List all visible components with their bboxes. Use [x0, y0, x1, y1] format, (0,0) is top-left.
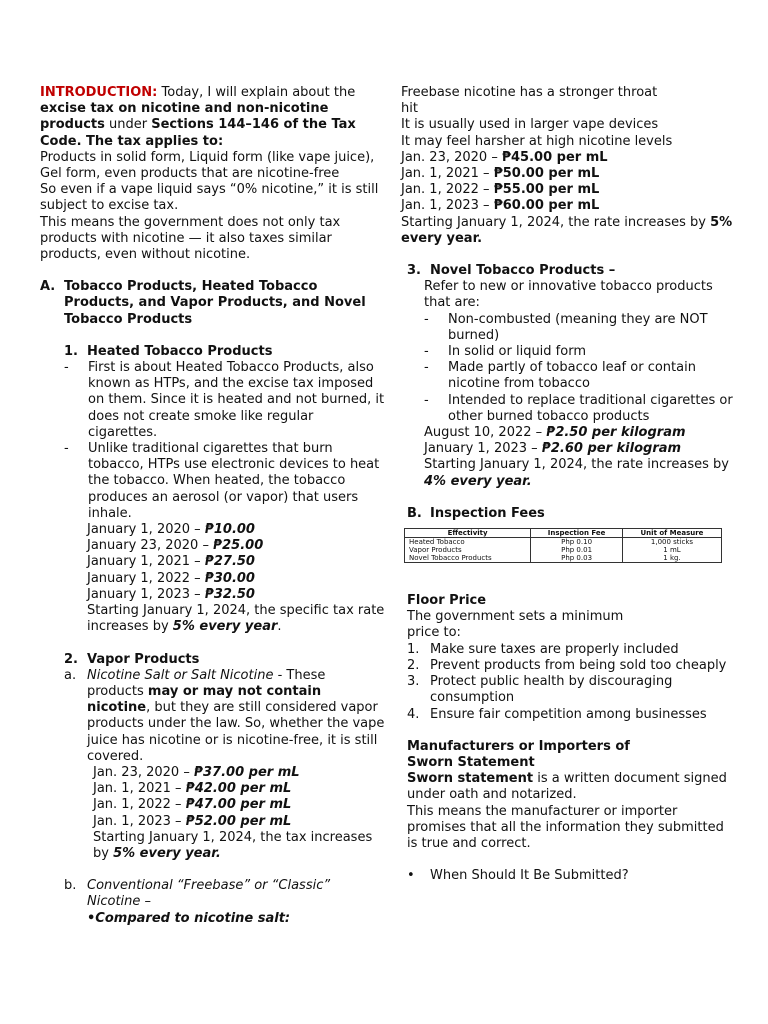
freebase-line: It is usually used in larger vape devices	[401, 117, 659, 133]
section-letter: B.	[407, 505, 422, 521]
floor-price-intro: The government sets a minimum price to:	[407, 609, 624, 641]
heading-title: Novel Tobacco Products –	[430, 263, 616, 279]
rate-line: January 1, 2021 – ₱27.50	[87, 554, 255, 570]
vapor-heading	[40, 652, 385, 668]
rate-line: August 10, 2022 – ₱2.50 per kilogram	[424, 425, 686, 441]
bullet-item: - In solid or liquid form	[424, 344, 586, 360]
rate-line: January 1, 2023 – ₱32.50	[87, 586, 255, 602]
novel-intro: Refer to new or innovative tobacco products that are:	[424, 279, 713, 311]
bullet-item: - Made partly of tobacco leaf or contain nicotine from tobacco	[424, 360, 696, 392]
rate-line: Jan. 23, 2020 – ₱37.00 per mL	[93, 764, 300, 780]
rate-line: Jan. 1, 2021 – ₱50.00 per mL	[401, 166, 600, 182]
intro-line: Products in solid form, Liquid form (like vape juice), Gel form, even products that are nicotine-free	[40, 149, 375, 182]
rate-line: Jan. 1, 2022 – ₱55.00 per mL	[401, 182, 600, 198]
bullet-item: - Unlike traditional cigarettes that burn tobacco, HTPs use electronic devices to heat the tobacco. When heated, the tobacco produces an aerosol (or vapor) that users inhale.	[64, 441, 380, 521]
table-cell: Heated Tobacco	[405, 538, 531, 547]
heated-heading	[40, 344, 385, 360]
list-item: 2. Prevent products from being sold too cheaply	[407, 657, 727, 673]
table-header: Unit of Measure	[622, 529, 721, 538]
rate-line: January 1, 2022 – ₱30.00	[87, 570, 255, 586]
floor-price-section	[401, 593, 736, 884]
table-cell: Php 0.03	[531, 554, 623, 563]
table-row	[405, 554, 722, 563]
table-cell: Php 0.10	[531, 538, 623, 547]
bullet-item: - Non-combusted (meaning they are NOT burned)	[424, 311, 708, 343]
list-item: 3. Protect public health by discouraging consumption	[407, 674, 673, 706]
rate-line: January 1, 2023 – ₱2.60 per kilogram	[424, 441, 682, 457]
section-a-heading	[40, 279, 385, 328]
table-cell: 1 kg.	[622, 554, 721, 563]
table-header: Effectivity	[405, 529, 531, 538]
table-cell: Novel Tobacco Products	[405, 554, 531, 563]
section-b-heading	[401, 506, 736, 522]
rate-line: Jan. 1, 2023 – ₱60.00 per mL	[401, 198, 600, 214]
intro-text: under	[104, 117, 152, 133]
intro-paragraph	[40, 85, 385, 150]
list-item: 4. Ensure fair competition among businesses	[407, 706, 707, 722]
table-cell: Php 0.01	[531, 546, 623, 554]
section-letter: A.	[40, 279, 56, 295]
rate-note: Starting January 1, 2024, the rate increases by 4% every year.	[424, 457, 729, 489]
sworn-text: This means the manufacturer or importer promises that all the information they submitted is true and correct.	[407, 803, 724, 851]
vapor-rates	[40, 765, 385, 862]
intro-label: INTRODUCTION:	[40, 85, 158, 100]
heading-number: 2.	[64, 651, 78, 667]
floor-price-title: Floor Price	[407, 593, 487, 609]
table-header-row	[405, 529, 722, 538]
section-title: Tobacco Products, Heated Tobacco Products, and Vapor Products, and Novel Tobacco Products	[64, 279, 366, 327]
freebase-line: Freebase nicotine has a stronger throat hit	[401, 85, 658, 117]
table-cell: Vapor Products	[405, 546, 531, 554]
sworn-title: Manufacturers or Importers of Sworn Statement	[407, 738, 630, 770]
table-cell: 1,000 sticks	[622, 538, 721, 547]
right-column	[401, 85, 736, 884]
intro-bold-sections: Sections 144–146 of the Tax Code. The tax applies to:	[40, 117, 356, 149]
bullet-item: - Intended to replace traditional cigarettes or other burned tobacco products	[424, 392, 733, 424]
sworn-definition: Sworn statement is a written document signed under oath and notarized.	[407, 771, 727, 803]
rate-note: Starting January 1, 2024, the specific tax rate increases by 5% every year.	[87, 603, 385, 635]
table-row	[405, 546, 722, 554]
rate-line: January 23, 2020 – ₱25.00	[87, 538, 264, 554]
left-column	[40, 85, 385, 927]
vapor-item-a: a. Nicotine Salt or Salt Nicotine - These products may or may not contain nicotine, but they are still considered vapor products under the law. So, whether the vape juice has nicotine or is nicotine-free, it is still covered.	[64, 667, 385, 764]
intro-bold-topic: excise tax on nicotine and non-nicotine products	[40, 101, 329, 133]
heading-number: 1.	[64, 343, 78, 359]
intro-line: This means the government does not only tax products with nicotine — it also taxes similar products, even without nicotine.	[40, 214, 341, 263]
table-cell: 1 mL	[622, 546, 721, 554]
vapor-item-b: b. Conventional “Freebase” or “Classic” Nicotine – •Compared to nicotine salt:	[64, 878, 331, 926]
list-item: 1. Make sure taxes are properly included	[407, 641, 679, 657]
rate-line: Jan. 1, 2022 – ₱47.00 per mL	[93, 797, 292, 813]
heading-number: 3.	[407, 263, 421, 279]
novel-heading	[401, 263, 736, 279]
rate-line: January 1, 2020 – ₱10.00	[87, 522, 255, 538]
rate-line: Jan. 1, 2021 – ₱42.00 per mL	[93, 781, 292, 797]
inspection-fees-table	[404, 528, 722, 563]
intro-text: Today, I will explain about the	[157, 85, 356, 100]
novel-body	[401, 279, 736, 490]
rate-note: Starting January 1, 2024, the tax increases by 5% every year.	[93, 829, 373, 861]
list-item: • When Should It Be Submitted?	[407, 868, 629, 884]
section-title: Inspection Fees	[430, 505, 545, 521]
freebase-line: It may feel harsher at high nicotine levels	[401, 133, 673, 149]
bullet-item: - First is about Heated Tobacco Products, also known as HTPs, and the excise tax imposed on them. Since it is heated and not burned, it does not create smoke like regular cigarettes.	[64, 360, 385, 440]
heated-rates	[40, 522, 385, 635]
heading-title: Heated Tobacco Products	[87, 343, 273, 359]
table-header: Inspection Fee	[531, 529, 623, 538]
rate-line: Jan. 23, 2020 – ₱45.00 per mL	[401, 149, 608, 165]
rate-line: Jan. 1, 2023 – ₱52.00 per mL	[93, 813, 292, 829]
table-row	[405, 538, 722, 547]
rate-note: Starting January 1, 2024, the rate increases by 5% every year.	[401, 214, 733, 246]
heading-title: Vapor Products	[87, 651, 200, 667]
intro-line: So even if a vape liquid says “0% nicotine,” it is still subject to excise tax.	[40, 182, 379, 214]
